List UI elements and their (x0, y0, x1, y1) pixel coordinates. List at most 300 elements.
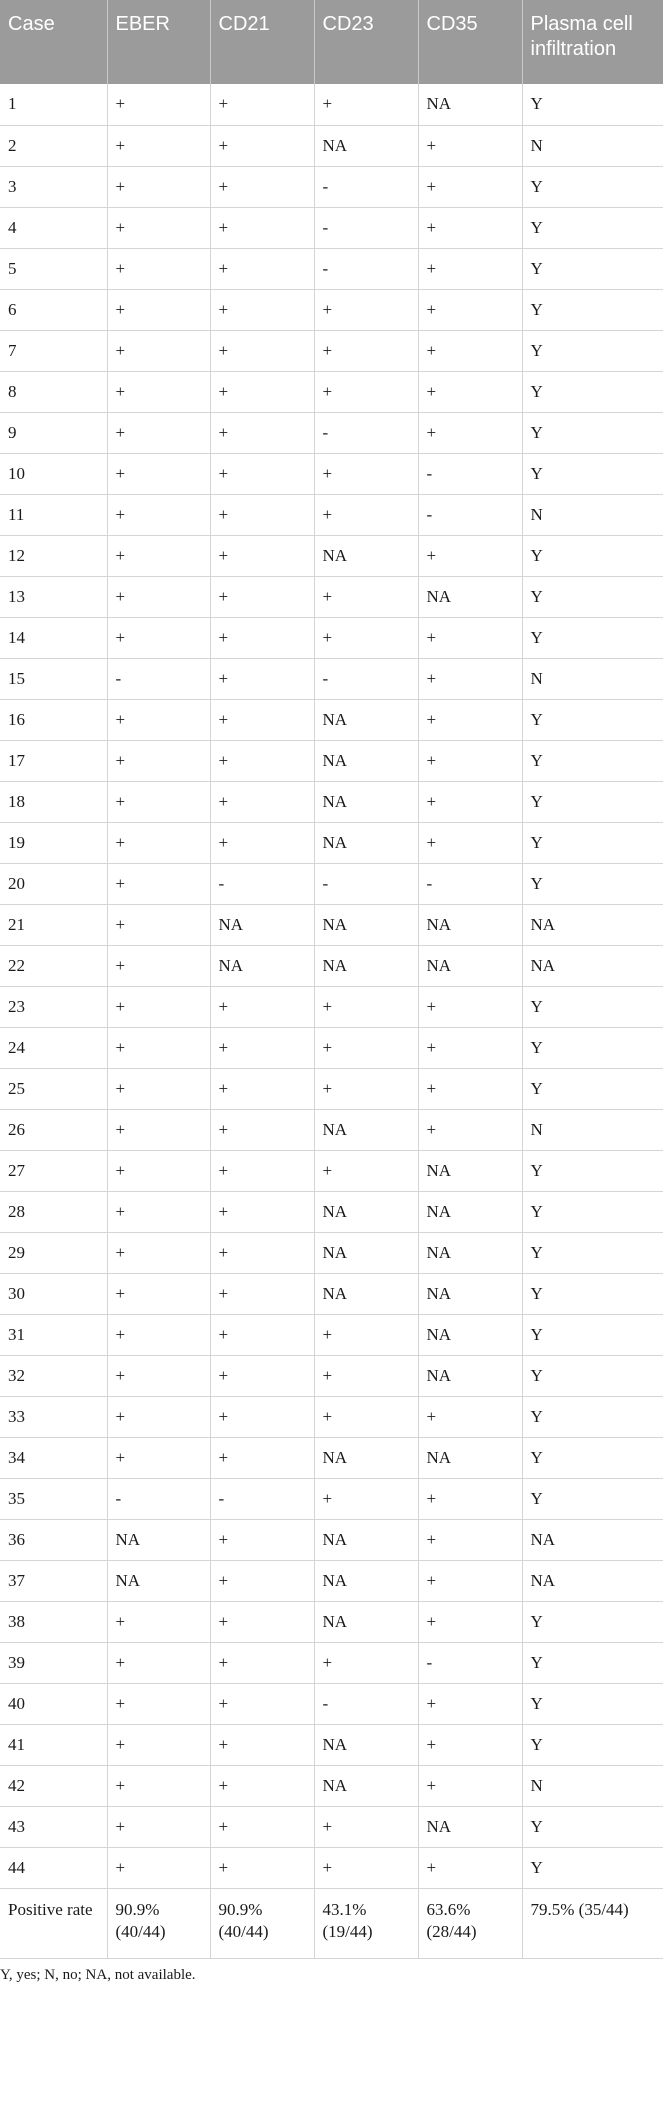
cell-case: 28 (0, 1191, 107, 1232)
cell-cd23: NA (314, 822, 418, 863)
cell-case: 44 (0, 1847, 107, 1888)
cell-eber: + (107, 125, 210, 166)
column-header-plasma-cell-infiltration: Plasma cell infiltration (522, 0, 663, 84)
table-body (0, 84, 663, 1958)
cell-cd35: + (418, 986, 522, 1027)
cell-plasma-cell-infiltration: Y (522, 1273, 663, 1314)
cell-cd23: - (314, 207, 418, 248)
cell-eber: + (107, 1068, 210, 1109)
cell-cd23: + (314, 330, 418, 371)
cell-cd35: NA (418, 1806, 522, 1847)
cell-eber: + (107, 289, 210, 330)
cell-cd21: + (210, 1437, 314, 1478)
cell-cd35: + (418, 1109, 522, 1150)
cell-plasma-cell-infiltration: NA (522, 1519, 663, 1560)
cell-case: 22 (0, 945, 107, 986)
table-row (0, 1642, 663, 1683)
cell-cd35: + (418, 125, 522, 166)
cell-cd23: + (314, 1355, 418, 1396)
cell-plasma-cell-infiltration: Y (522, 84, 663, 125)
cell-cd35: + (418, 822, 522, 863)
table-row (0, 1847, 663, 1888)
cell-cd21: + (210, 822, 314, 863)
cell-eber: + (107, 740, 210, 781)
cell-cd21: + (210, 1724, 314, 1765)
cell-cd23: + (314, 371, 418, 412)
cell-cd23: NA (314, 699, 418, 740)
table-row (0, 1109, 663, 1150)
cell-plasma-cell-infiltration: Y (522, 371, 663, 412)
cell-case: 27 (0, 1150, 107, 1191)
cell-cd23: NA (314, 1724, 418, 1765)
cell-plasma-cell-infiltration: Y (522, 1355, 663, 1396)
cell-cd23: NA (314, 945, 418, 986)
cell-cd23: NA (314, 904, 418, 945)
cell-case: 10 (0, 453, 107, 494)
cell-cd35: + (418, 1560, 522, 1601)
table-row (0, 1232, 663, 1273)
cell-plasma-cell-infiltration: Y (522, 412, 663, 453)
cell-cd35: + (418, 658, 522, 699)
cell-cd21: + (210, 1068, 314, 1109)
cell-case: 11 (0, 494, 107, 535)
cell-cd35: NA (418, 1314, 522, 1355)
cell-cd35: + (418, 1478, 522, 1519)
cell-cd23: + (314, 1806, 418, 1847)
cell-case: 40 (0, 1683, 107, 1724)
cell-eber: + (107, 576, 210, 617)
cell-cd35: NA (418, 1191, 522, 1232)
cell-cd23: NA (314, 1273, 418, 1314)
cell-cd21: + (210, 1314, 314, 1355)
cell-plasma-cell-infiltration: Y (522, 1601, 663, 1642)
cell-cd35: + (418, 1683, 522, 1724)
cell-cd35: - (418, 494, 522, 535)
cell-eber: + (107, 166, 210, 207)
positive-rate-plasma: 79.5% (35/44) (522, 1888, 663, 1958)
cell-plasma-cell-infiltration: NA (522, 1560, 663, 1601)
table-row (0, 1560, 663, 1601)
cell-plasma-cell-infiltration: Y (522, 781, 663, 822)
cell-case: 25 (0, 1068, 107, 1109)
cell-plasma-cell-infiltration: Y (522, 740, 663, 781)
cell-plasma-cell-infiltration: Y (522, 822, 663, 863)
cell-case: 16 (0, 699, 107, 740)
cell-plasma-cell-infiltration: Y (522, 1191, 663, 1232)
cell-plasma-cell-infiltration: Y (522, 699, 663, 740)
cell-cd21: + (210, 207, 314, 248)
cell-case: 31 (0, 1314, 107, 1355)
cell-cd23: - (314, 412, 418, 453)
cell-eber: + (107, 1150, 210, 1191)
cell-cd35: + (418, 412, 522, 453)
cell-case: 43 (0, 1806, 107, 1847)
cell-cd35: + (418, 289, 522, 330)
cell-cd23: - (314, 863, 418, 904)
cell-cd23: + (314, 453, 418, 494)
cell-cd35: NA (418, 576, 522, 617)
table-row (0, 453, 663, 494)
cell-case: 33 (0, 1396, 107, 1437)
table-row (0, 658, 663, 699)
cell-case: 13 (0, 576, 107, 617)
table-row (0, 494, 663, 535)
table-row (0, 986, 663, 1027)
cell-eber: + (107, 207, 210, 248)
cell-cd35: - (418, 1642, 522, 1683)
cell-plasma-cell-infiltration: Y (522, 248, 663, 289)
cell-case: 26 (0, 1109, 107, 1150)
cell-case: 41 (0, 1724, 107, 1765)
table-row (0, 1068, 663, 1109)
cell-cd21: + (210, 576, 314, 617)
cell-cd21: + (210, 781, 314, 822)
cell-cd21: NA (210, 904, 314, 945)
cell-eber: + (107, 1396, 210, 1437)
cell-case: 20 (0, 863, 107, 904)
cell-cd21: + (210, 371, 314, 412)
cell-case: 15 (0, 658, 107, 699)
cell-eber: + (107, 330, 210, 371)
cell-cd21: + (210, 1765, 314, 1806)
cell-cd35: + (418, 1847, 522, 1888)
cell-eber: + (107, 1847, 210, 1888)
cell-cd35: + (418, 781, 522, 822)
cell-plasma-cell-infiltration: Y (522, 986, 663, 1027)
cell-plasma-cell-infiltration: NA (522, 904, 663, 945)
positive-rate-eber: 90.9% (40/44) (107, 1888, 210, 1958)
cell-cd21: + (210, 125, 314, 166)
positive-rate-cd23: 43.1% (19/44) (314, 1888, 418, 1958)
table-row (0, 412, 663, 453)
table-row (0, 207, 663, 248)
column-header-eber: EBER (107, 0, 210, 84)
cell-case: 9 (0, 412, 107, 453)
cell-cd21: + (210, 1150, 314, 1191)
cell-case: 35 (0, 1478, 107, 1519)
cell-plasma-cell-infiltration: Y (522, 576, 663, 617)
cell-cd35: + (418, 207, 522, 248)
cell-case: 24 (0, 1027, 107, 1068)
cell-cd23: + (314, 617, 418, 658)
cell-cd21: + (210, 699, 314, 740)
cell-eber: + (107, 412, 210, 453)
cell-case: 14 (0, 617, 107, 658)
cell-plasma-cell-infiltration: Y (522, 166, 663, 207)
table-row (0, 1683, 663, 1724)
table-row (0, 248, 663, 289)
cell-cd21: NA (210, 945, 314, 986)
cell-cd21: + (210, 535, 314, 576)
cell-eber: + (107, 945, 210, 986)
cell-case: 34 (0, 1437, 107, 1478)
cell-eber: + (107, 617, 210, 658)
cell-cd21: + (210, 1683, 314, 1724)
cell-eber: + (107, 1232, 210, 1273)
cell-cd23: + (314, 1068, 418, 1109)
cell-cd35: NA (418, 84, 522, 125)
cell-cd35: + (418, 740, 522, 781)
cell-cd23: + (314, 1478, 418, 1519)
cell-plasma-cell-infiltration: Y (522, 1437, 663, 1478)
cell-case: 19 (0, 822, 107, 863)
cell-plasma-cell-infiltration: Y (522, 617, 663, 658)
table-row (0, 1437, 663, 1478)
cell-cd23: - (314, 658, 418, 699)
cell-case: 2 (0, 125, 107, 166)
table-row (0, 1601, 663, 1642)
table-row (0, 822, 663, 863)
cell-case: 42 (0, 1765, 107, 1806)
cell-cd23: + (314, 1396, 418, 1437)
positive-rate-cd21: 90.9% (40/44) (210, 1888, 314, 1958)
table-row (0, 289, 663, 330)
table-row (0, 1519, 663, 1560)
cell-case: 17 (0, 740, 107, 781)
cell-eber: + (107, 1027, 210, 1068)
cell-case: 8 (0, 371, 107, 412)
table-row (0, 1191, 663, 1232)
cell-cd23: + (314, 986, 418, 1027)
cell-cd23: NA (314, 1560, 418, 1601)
cell-case: 3 (0, 166, 107, 207)
cell-cd35: + (418, 1601, 522, 1642)
cell-cd35: NA (418, 1273, 522, 1314)
column-header-cd23: CD23 (314, 0, 418, 84)
table-row (0, 945, 663, 986)
cell-cd21: + (210, 1519, 314, 1560)
cell-plasma-cell-infiltration: NA (522, 945, 663, 986)
header-row (0, 0, 663, 84)
cell-plasma-cell-infiltration: Y (522, 1724, 663, 1765)
cell-cd23: + (314, 494, 418, 535)
cell-cd21: + (210, 1355, 314, 1396)
cell-case: 5 (0, 248, 107, 289)
cell-eber: + (107, 822, 210, 863)
table-row (0, 1396, 663, 1437)
cell-eber: + (107, 84, 210, 125)
cell-plasma-cell-infiltration: Y (522, 863, 663, 904)
cell-cd23: - (314, 1683, 418, 1724)
positive-rate-label: Positive rate (0, 1888, 107, 1958)
cell-cd21: + (210, 289, 314, 330)
cell-plasma-cell-infiltration: Y (522, 535, 663, 576)
cell-cd21: + (210, 986, 314, 1027)
table-row (0, 1273, 663, 1314)
cell-plasma-cell-infiltration: N (522, 494, 663, 535)
cell-cd21: + (210, 1601, 314, 1642)
cell-cd35: + (418, 371, 522, 412)
cell-case: 32 (0, 1355, 107, 1396)
cell-eber: + (107, 371, 210, 412)
cell-cd35: + (418, 166, 522, 207)
cell-cd35: + (418, 1027, 522, 1068)
column-header-case: Case (0, 0, 107, 84)
cell-case: 18 (0, 781, 107, 822)
cell-plasma-cell-infiltration: Y (522, 1806, 663, 1847)
positive-rate-cd35: 63.6% (28/44) (418, 1888, 522, 1958)
table-row (0, 84, 663, 125)
cell-cd23: NA (314, 1601, 418, 1642)
cell-cd35: + (418, 699, 522, 740)
table-row (0, 781, 663, 822)
table-row (0, 1027, 663, 1068)
cell-case: 1 (0, 84, 107, 125)
cell-plasma-cell-infiltration: Y (522, 1027, 663, 1068)
cell-case: 39 (0, 1642, 107, 1683)
table-row (0, 617, 663, 658)
cell-cd21: + (210, 740, 314, 781)
table-footnote: Y, yes; N, no; NA, not available. (0, 1966, 196, 1983)
table-row (0, 371, 663, 412)
cell-plasma-cell-infiltration: Y (522, 1683, 663, 1724)
cell-cd23: - (314, 248, 418, 289)
cell-case: 29 (0, 1232, 107, 1273)
cell-cd23: NA (314, 1765, 418, 1806)
cell-eber: NA (107, 1560, 210, 1601)
cell-eber: + (107, 1642, 210, 1683)
cell-cd23: NA (314, 1232, 418, 1273)
cell-cd23: NA (314, 740, 418, 781)
table-row (0, 1806, 663, 1847)
cell-cd21: + (210, 494, 314, 535)
cell-case: 6 (0, 289, 107, 330)
cell-cd21: + (210, 1806, 314, 1847)
cell-plasma-cell-infiltration: Y (522, 1396, 663, 1437)
cell-eber: NA (107, 1519, 210, 1560)
cell-cd35: + (418, 535, 522, 576)
column-header-cd35: CD35 (418, 0, 522, 84)
cell-cd21: - (210, 863, 314, 904)
table-row (0, 576, 663, 617)
cell-eber: + (107, 1355, 210, 1396)
cell-cd21: + (210, 1396, 314, 1437)
cell-cd23: + (314, 289, 418, 330)
cell-plasma-cell-infiltration: N (522, 658, 663, 699)
table-row (0, 904, 663, 945)
cell-cd21: + (210, 1642, 314, 1683)
positive-rate-row (0, 1888, 663, 1958)
cell-cd21: + (210, 412, 314, 453)
cell-cd21: + (210, 1273, 314, 1314)
cell-eber: + (107, 1273, 210, 1314)
cell-cd21: + (210, 1560, 314, 1601)
table-row (0, 863, 663, 904)
cell-case: 4 (0, 207, 107, 248)
cell-cd21: + (210, 658, 314, 699)
cell-cd35: + (418, 1396, 522, 1437)
cell-case: 21 (0, 904, 107, 945)
cell-plasma-cell-infiltration: Y (522, 207, 663, 248)
cell-plasma-cell-infiltration: N (522, 1109, 663, 1150)
table-row (0, 740, 663, 781)
cell-plasma-cell-infiltration: N (522, 1765, 663, 1806)
cell-cd21: + (210, 1847, 314, 1888)
cell-eber: + (107, 986, 210, 1027)
cell-cd35: + (418, 1765, 522, 1806)
cell-cd35: + (418, 617, 522, 658)
table-row (0, 330, 663, 371)
cell-cd35: NA (418, 1232, 522, 1273)
table-row (0, 1355, 663, 1396)
cell-plasma-cell-infiltration: Y (522, 1478, 663, 1519)
cell-cd21: + (210, 453, 314, 494)
cell-cd23: NA (314, 781, 418, 822)
cell-cd35: + (418, 1519, 522, 1560)
cell-eber: + (107, 904, 210, 945)
cell-cd23: + (314, 1150, 418, 1191)
cell-cd23: NA (314, 125, 418, 166)
cell-cd21: + (210, 1232, 314, 1273)
cell-case: 37 (0, 1560, 107, 1601)
cell-eber: - (107, 658, 210, 699)
cell-plasma-cell-infiltration: Y (522, 289, 663, 330)
cell-cd35: NA (418, 1150, 522, 1191)
cell-cd35: + (418, 1724, 522, 1765)
cell-eber: + (107, 781, 210, 822)
cell-eber: + (107, 1191, 210, 1232)
cell-eber: + (107, 1683, 210, 1724)
cell-cd23: NA (314, 1437, 418, 1478)
table-row (0, 166, 663, 207)
table-row (0, 699, 663, 740)
cell-cd21: - (210, 1478, 314, 1519)
table-row (0, 1150, 663, 1191)
cell-cd35: NA (418, 904, 522, 945)
cell-plasma-cell-infiltration: Y (522, 330, 663, 371)
column-header-cd21: CD21 (210, 0, 314, 84)
cell-cd23: + (314, 1314, 418, 1355)
cell-eber: + (107, 1806, 210, 1847)
table-row (0, 125, 663, 166)
cell-eber: + (107, 535, 210, 576)
cell-plasma-cell-infiltration: Y (522, 1150, 663, 1191)
cell-cd21: + (210, 84, 314, 125)
cell-cd23: + (314, 84, 418, 125)
table-row (0, 535, 663, 576)
cell-cd21: + (210, 617, 314, 658)
cell-eber: + (107, 494, 210, 535)
cell-cd35: - (418, 863, 522, 904)
cell-cd21: + (210, 248, 314, 289)
cell-plasma-cell-infiltration: Y (522, 453, 663, 494)
cell-case: 36 (0, 1519, 107, 1560)
cell-cd35: NA (418, 945, 522, 986)
cell-plasma-cell-infiltration: N (522, 125, 663, 166)
cell-cd23: + (314, 1027, 418, 1068)
cell-eber: + (107, 1437, 210, 1478)
cell-eber: + (107, 1314, 210, 1355)
cell-case: 7 (0, 330, 107, 371)
table-header (0, 0, 663, 84)
cell-cd35: - (418, 453, 522, 494)
table-row (0, 1314, 663, 1355)
cell-cd23: + (314, 1642, 418, 1683)
cell-eber: + (107, 863, 210, 904)
cell-cd23: NA (314, 1191, 418, 1232)
cell-eber: + (107, 1109, 210, 1150)
cell-cd23: + (314, 576, 418, 617)
cell-case: 38 (0, 1601, 107, 1642)
cell-eber: + (107, 453, 210, 494)
cell-cd23: - (314, 166, 418, 207)
cell-eber: + (107, 1601, 210, 1642)
cell-case: 30 (0, 1273, 107, 1314)
cell-eber: + (107, 1724, 210, 1765)
table-row (0, 1724, 663, 1765)
cell-cd35: NA (418, 1355, 522, 1396)
cell-cd21: + (210, 330, 314, 371)
